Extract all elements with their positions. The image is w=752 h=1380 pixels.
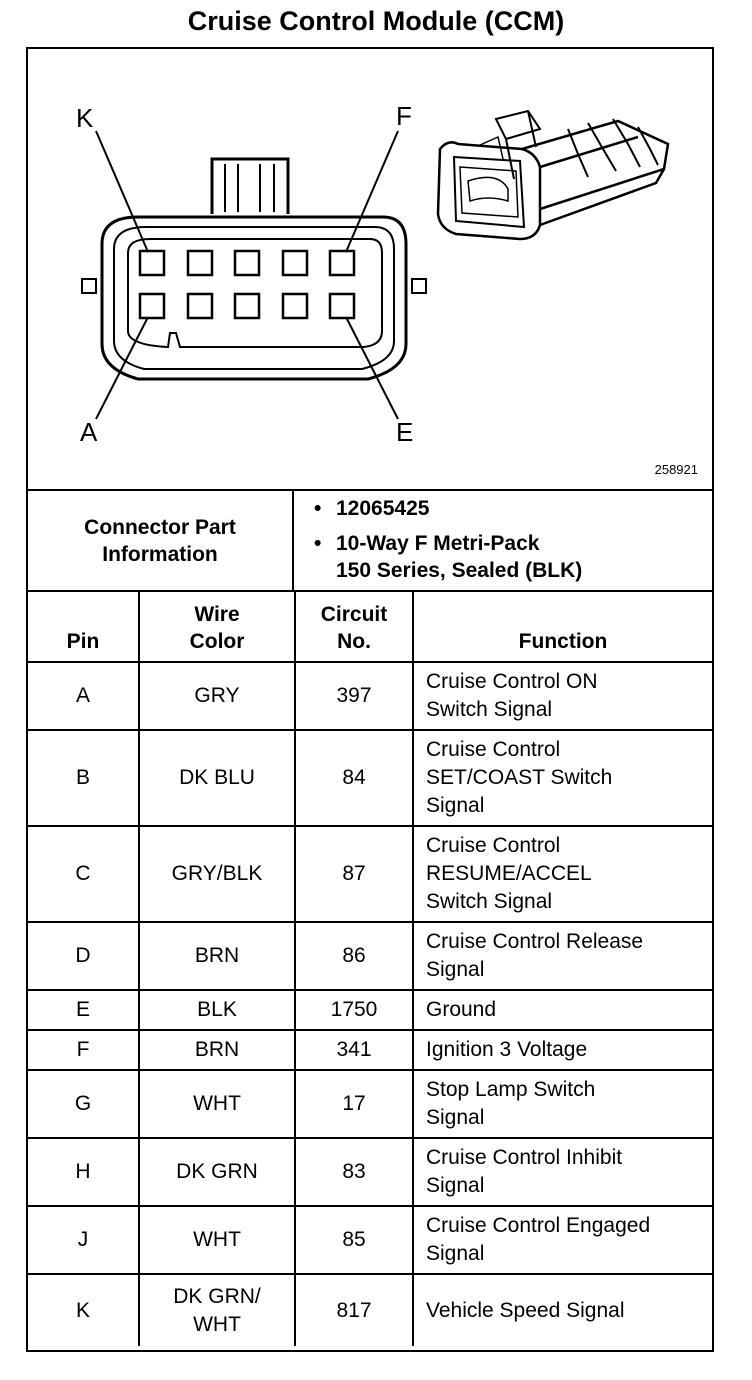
header-wire-color: Wire Color: [139, 592, 295, 662]
circuit-cell: 817: [295, 1274, 413, 1346]
wire-color-cell: WHT: [139, 1206, 295, 1274]
callout-a: A: [80, 417, 98, 447]
figure-reference-number: 258921: [654, 462, 698, 477]
function-cell: Ignition 3 Voltage: [413, 1030, 712, 1070]
circuit-cell: 341: [295, 1030, 413, 1070]
function-cell: Cruise Control RESUME/ACCEL Switch Signal: [413, 826, 712, 922]
pin-cell: D: [28, 922, 139, 990]
callout-f: F: [396, 101, 412, 131]
pin-cell: J: [28, 1206, 139, 1274]
connector-part-information: [28, 489, 712, 592]
wire-color-cell: DK GRN/ WHT: [139, 1274, 295, 1346]
circuit-cell: 17: [295, 1070, 413, 1138]
header-function: Function: [413, 592, 712, 662]
table-row: [28, 1138, 712, 1206]
callout-e: E: [396, 417, 414, 447]
table-row: [28, 826, 712, 922]
table-row: [28, 1030, 712, 1070]
wire-color-cell: DK BLU: [139, 730, 295, 826]
circuit-cell: 83: [295, 1138, 413, 1206]
function-cell: Ground: [413, 990, 712, 1030]
circuit-cell: 85: [295, 1206, 413, 1274]
function-cell: Cruise Control Inhibit Signal: [413, 1138, 712, 1206]
wire-color-cell: DK GRN: [139, 1138, 295, 1206]
connector-face-drawing: [28, 49, 712, 489]
pin-cell: E: [28, 990, 139, 1030]
function-cell: Stop Lamp Switch Signal: [413, 1070, 712, 1138]
connector-info-label: Connector Part Information: [28, 491, 294, 590]
wire-color-cell: WHT: [139, 1070, 295, 1138]
table-row: [28, 1274, 712, 1346]
circuit-cell: 84: [295, 730, 413, 826]
connector-info-item: • 12065425: [306, 495, 582, 522]
callout-k: K: [76, 103, 94, 133]
function-cell: Cruise Control Engaged Signal: [413, 1206, 712, 1274]
pin-cell: B: [28, 730, 139, 826]
circuit-cell: 1750: [295, 990, 413, 1030]
pin-cell: F: [28, 1030, 139, 1070]
circuit-cell: 397: [295, 662, 413, 730]
table-row: [28, 730, 712, 826]
connector-sheet: [26, 47, 714, 1352]
pin-cell: K: [28, 1274, 139, 1346]
header-pin: Pin: [28, 592, 139, 662]
table-row: [28, 662, 712, 730]
table-row: [28, 1070, 712, 1138]
wire-color-cell: BRN: [139, 1030, 295, 1070]
connector-info-item: • 10-Way F Metri-Pack 150 Series, Sealed (BLK): [306, 530, 582, 584]
wire-color-cell: GRY: [139, 662, 295, 730]
wire-color-cell: BRN: [139, 922, 295, 990]
table-row: [28, 922, 712, 990]
wire-color-cell: BLK: [139, 990, 295, 1030]
circuit-cell: 86: [295, 922, 413, 990]
function-cell: Cruise Control ON Switch Signal: [413, 662, 712, 730]
pin-cell: C: [28, 826, 139, 922]
pin-cell: H: [28, 1138, 139, 1206]
function-cell: Vehicle Speed Signal: [413, 1274, 712, 1346]
pin-cell: G: [28, 1070, 139, 1138]
header-circuit-no: Circuit No.: [295, 592, 413, 662]
connector-diagram: [28, 49, 712, 489]
function-cell: Cruise Control SET/COAST Switch Signal: [413, 730, 712, 826]
pinout-table: [28, 592, 712, 1346]
page-title: Cruise Control Module (CCM): [187, 6, 565, 36]
table-row: [28, 1206, 712, 1274]
table-row: [28, 990, 712, 1030]
connector-info-list: [306, 495, 582, 592]
circuit-cell: 87: [295, 826, 413, 922]
function-cell: Cruise Control Release Signal: [413, 922, 712, 990]
wire-color-cell: GRY/BLK: [139, 826, 295, 922]
pin-cell: A: [28, 662, 139, 730]
